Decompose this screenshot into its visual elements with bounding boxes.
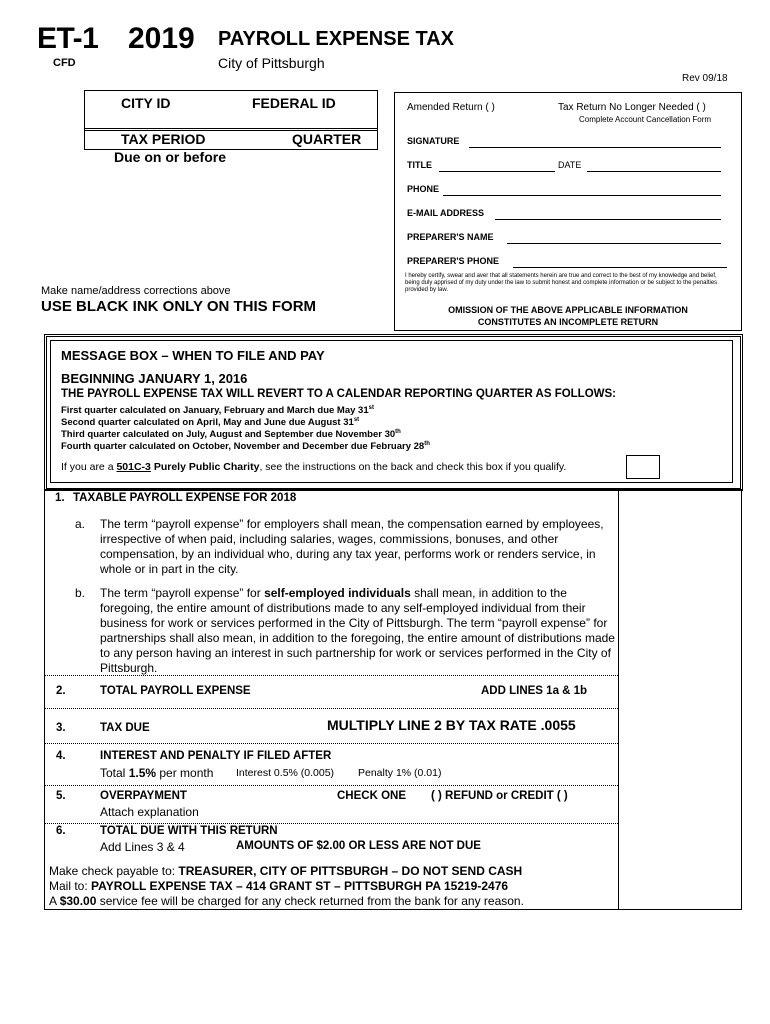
- line-3-instruction: MULTIPLY LINE 2 BY TAX RATE .0055: [327, 717, 576, 733]
- line-1b-pre: The term “payroll expense” for: [100, 586, 265, 600]
- line-4-number: 4.: [56, 750, 66, 762]
- message-heading: MESSAGE BOX – WHEN TO FILE AND PAY: [61, 348, 325, 363]
- row-divider: [45, 675, 618, 676]
- line-2-instruction: ADD LINES 1a & 1b: [481, 685, 588, 697]
- corrections-note: Make name/address corrections above: [41, 285, 231, 297]
- email-field[interactable]: [495, 219, 721, 220]
- amended-return-checkbox[interactable]: Amended Return ( ): [407, 102, 495, 113]
- quarter-4-due: [61, 441, 430, 452]
- charity-pre: If you are a: [61, 461, 117, 473]
- line-1a-letter: a.: [75, 517, 86, 531]
- charity-post: , see the instructions on the back and check this box if you qualify.: [259, 461, 567, 473]
- quarter-1-text: First quarter calculated on January, February and March due May 31: [61, 405, 369, 417]
- line-4-interest: Interest 0.5% (0.005): [236, 767, 335, 779]
- id-row: [85, 91, 377, 129]
- cfd-label: CFD: [53, 57, 76, 69]
- check-payable-bold: TREASURER, CITY OF PITTSBURGH – DO NOT SEND CASH: [178, 864, 523, 878]
- id-box: [84, 90, 378, 150]
- preparer-name-field[interactable]: [507, 243, 721, 244]
- quarter-1-due: [61, 405, 374, 416]
- line-1a-text: The term “payroll expense” for employers shall mean, the compensation earned by employees, irrespective of when paid, including salaries, wages, commissions, bonuses, and other compensation, by an individual who, during any tax year, performs work or renders service, in whole or in part in the city.: [100, 517, 604, 576]
- line-4-rate: 1.5%: [128, 766, 157, 780]
- cancellation-note: Complete Account Cancellation Form: [579, 115, 712, 124]
- due-label: Due on or before: [114, 149, 227, 165]
- service-fee-post: service fee will be charged for any check returned from the bank for any reason.: [96, 894, 524, 908]
- omission-line-2: CONSTITUTES AN INCOMPLETE RETURN: [477, 317, 659, 327]
- revert-notice: THE PAYROLL EXPENSE TAX WILL REVERT TO A CALENDAR REPORTING QUARTER AS FOLLOWS:: [61, 388, 617, 400]
- charity-checkbox[interactable]: [626, 455, 660, 479]
- revision-label: Rev 09/18: [682, 73, 728, 84]
- line-1b-bold: self-employed individuals: [264, 586, 411, 600]
- black-ink-notice: USE BLACK INK ONLY ON THIS FORM: [41, 298, 317, 315]
- line-1b-text: [100, 586, 615, 676]
- line-5-number: 5.: [56, 790, 66, 802]
- quarter-2-sup: st: [353, 417, 360, 423]
- date-field[interactable]: [587, 171, 721, 172]
- quarter-3-text: Third quarter calculated on July, August and September due November 30: [61, 429, 396, 441]
- line-2-number: 2.: [56, 685, 66, 697]
- beginning-date: BEGINNING JANUARY 1, 2016: [61, 371, 248, 386]
- preparer-phone-label: PREPARER'S PHONE: [407, 256, 499, 266]
- quarter-3-sup: th: [395, 429, 401, 435]
- city-name: City of Pittsburgh: [218, 55, 325, 71]
- charity-note: [61, 461, 566, 473]
- line-4-total: [100, 766, 213, 780]
- quarter-1-sup: st: [368, 405, 374, 411]
- line-6-amounts-note: AMOUNTS OF $2.00 OR LESS ARE NOT DUE: [236, 840, 481, 852]
- phone-field[interactable]: [443, 195, 721, 196]
- service-fee-amount: $30.00: [59, 894, 97, 908]
- row-divider: [45, 708, 618, 709]
- form-id: ET-1: [37, 22, 99, 55]
- line-5-label: OVERPAYMENT: [100, 790, 187, 802]
- phone-label: PHONE: [407, 184, 440, 194]
- signature-label: SIGNATURE: [407, 136, 460, 146]
- row-divider: [45, 743, 618, 744]
- title-label: TITLE: [407, 160, 432, 170]
- tax-lines-table: [44, 489, 742, 910]
- message-box-inner: [50, 340, 733, 483]
- preparer-phone-field[interactable]: [513, 267, 727, 268]
- service-fee: [49, 894, 524, 908]
- message-box: [44, 334, 743, 491]
- line-3-label: TAX DUE: [100, 722, 150, 734]
- row-divider: [45, 785, 618, 786]
- line-3-number: 3.: [56, 722, 66, 734]
- no-longer-needed-checkbox[interactable]: Tax Return No Longer Needed ( ): [558, 102, 706, 113]
- line-6-add: Add Lines 3 & 4: [100, 840, 185, 854]
- line-5-check-one: CHECK ONE: [337, 790, 407, 802]
- omission-notice: [395, 304, 741, 328]
- line-4-total-pre: Total: [100, 766, 129, 780]
- check-payable-pre: Make check payable to:: [49, 864, 179, 878]
- check-payable: [49, 864, 522, 878]
- tax-period-row: [85, 130, 377, 150]
- certification-text: I hereby certify, swear and aver that all statements herein are true and correct to the best of my knowledge and belief, being duly apprised of my duty under the law to submit honest and complete information or be subject to the penalties provided by law.: [405, 273, 718, 293]
- mail-to-pre: Mail to:: [49, 879, 92, 893]
- charity-501c3: 501C-3: [116, 461, 151, 473]
- quarter-2-text: Second quarter calculated on April, May and June due August 31: [61, 417, 354, 429]
- line-4-penalty: Penalty 1% (0.01): [358, 767, 442, 779]
- signature-box: [394, 92, 742, 331]
- mail-to: [49, 879, 508, 893]
- line-6-label: TOTAL DUE WITH THIS RETURN: [100, 825, 278, 837]
- preparer-name-label: PREPARER'S NAME: [407, 232, 494, 242]
- quarter-3-due: [61, 429, 401, 440]
- date-label: DATE: [558, 160, 582, 170]
- quarter-2-due: [61, 417, 359, 428]
- line-4-label: INTEREST AND PENALTY IF FILED AFTER: [100, 750, 332, 762]
- line-2-label: TOTAL PAYROLL EXPENSE: [100, 685, 251, 697]
- line-1b-letter: b.: [75, 586, 86, 600]
- refund-credit-options[interactable]: ( ) REFUND or CREDIT ( ): [431, 790, 568, 802]
- quarter-label: QUARTER: [292, 131, 362, 147]
- row-divider: [45, 823, 618, 824]
- amount-column-divider: [618, 490, 619, 909]
- quarter-4-sup: th: [424, 441, 430, 447]
- tax-period-label: TAX PERIOD: [121, 131, 206, 147]
- line-5-attach: Attach explanation: [100, 805, 199, 819]
- city-id-label: CITY ID: [121, 95, 171, 111]
- line-1-label: TAXABLE PAYROLL EXPENSE FOR 2018: [73, 492, 297, 504]
- quarter-4-text: Fourth quarter calculated on October, November and December due February 28: [61, 441, 425, 453]
- line-4-total-post: per month: [156, 766, 214, 780]
- signature-field[interactable]: [469, 147, 721, 148]
- line-1b-post: shall mean, in addition to the foregoing, the entire amount of distributions made to any self-employed individual from their business for work or services performed in the City of Pittsburgh. The term “payroll expense” for partnerships shall also mean, in addition to the foregoing, the entire amount of distributions made to any person having an interest in such partnership for work or services performed in the City of Pittsburgh.: [100, 586, 615, 675]
- form-year: 2019: [128, 22, 195, 55]
- form-title: PAYROLL EXPENSE TAX: [218, 28, 454, 50]
- charity-bold: Purely Public Charity: [150, 461, 260, 473]
- omission-line-1: OMISSION OF THE ABOVE APPLICABLE INFORMATION: [448, 305, 688, 315]
- line-6-number: 6.: [56, 825, 66, 837]
- title-field[interactable]: [439, 171, 555, 172]
- service-fee-pre: A: [49, 894, 60, 908]
- federal-id-label: FEDERAL ID: [252, 95, 336, 111]
- email-label: E-MAIL ADDRESS: [407, 208, 485, 218]
- line-1-number: 1.: [55, 492, 65, 504]
- mail-to-address: PAYROLL EXPENSE TAX – 414 GRANT ST – PITTSBURGH PA 15219-2476: [91, 879, 509, 893]
